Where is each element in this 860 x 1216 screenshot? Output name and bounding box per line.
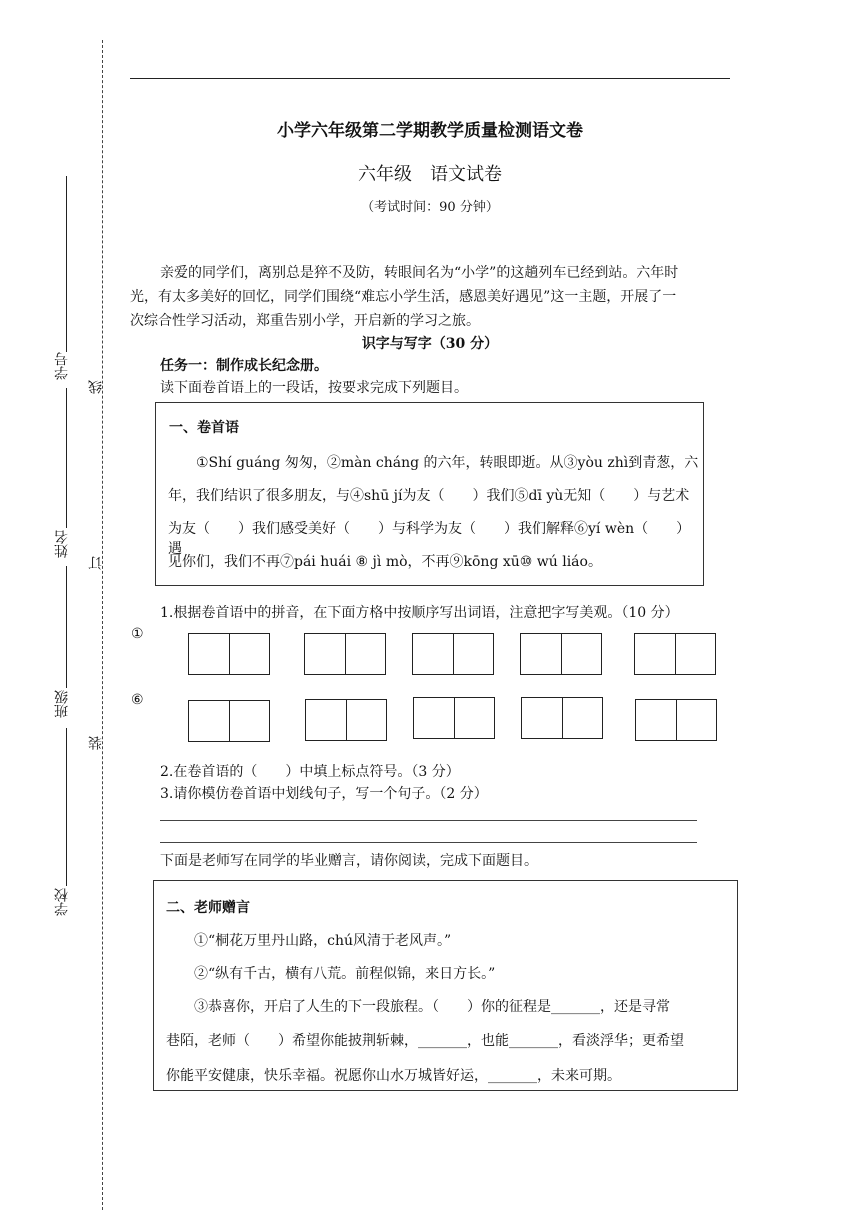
teacher-message-line-5: 你能平安健康，快乐幸福。祝愿你山水万城皆好运，_______，未来可期。 (166, 1068, 621, 1084)
teacher-message-box (153, 880, 738, 1091)
q1-row2-label: ⑥ (131, 692, 144, 708)
intro-line-1: 亲爱的同学们，离别总是猝不及防，转眼间名为“小学”的这趟列车已经到站。六年时 (160, 265, 679, 281)
preface-line-3: 为友（ ）我们感受美好（ ）与科学为友（ ）我们解释⑥yí wèn（ ）遇 (168, 521, 691, 557)
answer-line[interactable] (160, 842, 697, 843)
teacher-message-line-3: ③恭喜你，开启了人生的下一段旅程。（ ）你的征程是_______，还是寻常 (194, 999, 670, 1015)
name-field[interactable] (66, 388, 67, 528)
header-rule (130, 78, 730, 79)
teacher-message-line-4: 巷陌，老师（ ）希望你能披荆斩棘，_______，也能_______，看淡浮华；更希望 (166, 1033, 684, 1049)
task1-instruction: 读下面卷首语上的一段话，按要求完成下列题目。 (160, 380, 468, 396)
school-field[interactable] (66, 728, 67, 886)
student-id-label: 学号 (54, 352, 70, 380)
intro-line-3: 次综合性学习活动，郑重告别小学，开启新的学习之旅。 (130, 313, 480, 329)
preface-title: 一、卷首语 (169, 420, 239, 436)
answer-line[interactable] (160, 820, 697, 821)
cut-mark-bind: 订 (88, 556, 104, 570)
cut-mark-install: 装 (88, 736, 104, 750)
q3-text: 3.请你模仿卷首语中划线句子，写一个句子。（2 分） (160, 786, 488, 802)
writing-grid[interactable] (188, 633, 270, 675)
task1-title: 任务一：制作成长纪念册。 (160, 358, 328, 374)
teacher-message-title: 二、老师赠言 (166, 900, 250, 916)
cut-mark-line: 线 (88, 380, 104, 394)
class-field[interactable] (66, 566, 67, 688)
teacher-message-line-2: ②“纵有千古，横有八荒。前程似锦，来日方长。” (194, 966, 496, 982)
preface-box (155, 402, 704, 586)
writing-grid[interactable] (635, 699, 717, 741)
teacher-message-line-1: ①“桐花万里丹山路，chú风清于老风声。” (194, 933, 452, 949)
preface-line-4: 见你们，我们不再⑦pái huái ⑧ jì mò，不再⑨kōng xū⑩ wú liáo。 (168, 554, 602, 570)
writing-grid[interactable] (188, 700, 270, 742)
writing-grid[interactable] (521, 697, 603, 739)
writing-grid[interactable] (634, 633, 716, 675)
writing-grid[interactable] (304, 633, 386, 675)
exam-subtitle: 六年级 语文试卷 (358, 164, 502, 185)
writing-grid[interactable] (305, 699, 387, 741)
name-label: 姓名 (54, 530, 70, 558)
writing-grid[interactable] (412, 633, 494, 675)
writing-grid[interactable] (520, 633, 602, 675)
transition-text: 下面是老师写在同学的毕业赠言，请你阅读，完成下面题目。 (160, 853, 538, 869)
binding-cut-line (102, 40, 103, 1210)
exam-time: （考试时间：90 分钟） (361, 200, 499, 215)
intro-line-2: 光，有太多美好的回忆，同学们围绕“难忘小学生活，感恩美好遇见”这一主题，开展了一 (130, 289, 677, 305)
q1-text: 1.根据卷首语中的拼音，在下面方格中按顺序写出词语，注意把字写美观。（10 分） (160, 605, 679, 621)
section-heading: 识字与写字（30 分） (361, 336, 499, 352)
writing-grid[interactable] (413, 697, 495, 739)
preface-line-1: ①Shí guáng 匆匆，②màn cháng 的六年，转眼即逝。从③yòu zhì到青葱，六 (196, 455, 699, 471)
class-label: 班级 (54, 690, 70, 718)
exam-title: 小学六年级第二学期教学质量检测语文卷 (277, 121, 583, 141)
preface-line-2: 年，我们结识了很多朋友，与④shū jí为友（ ）我们⑤dī yù无知（ ）与艺术 (168, 488, 690, 504)
q2-text: 2.在卷首语的（ ）中填上标点符号。（3 分） (160, 764, 460, 780)
school-label: 学校 (54, 888, 70, 916)
q1-row1-label: ① (131, 626, 144, 642)
